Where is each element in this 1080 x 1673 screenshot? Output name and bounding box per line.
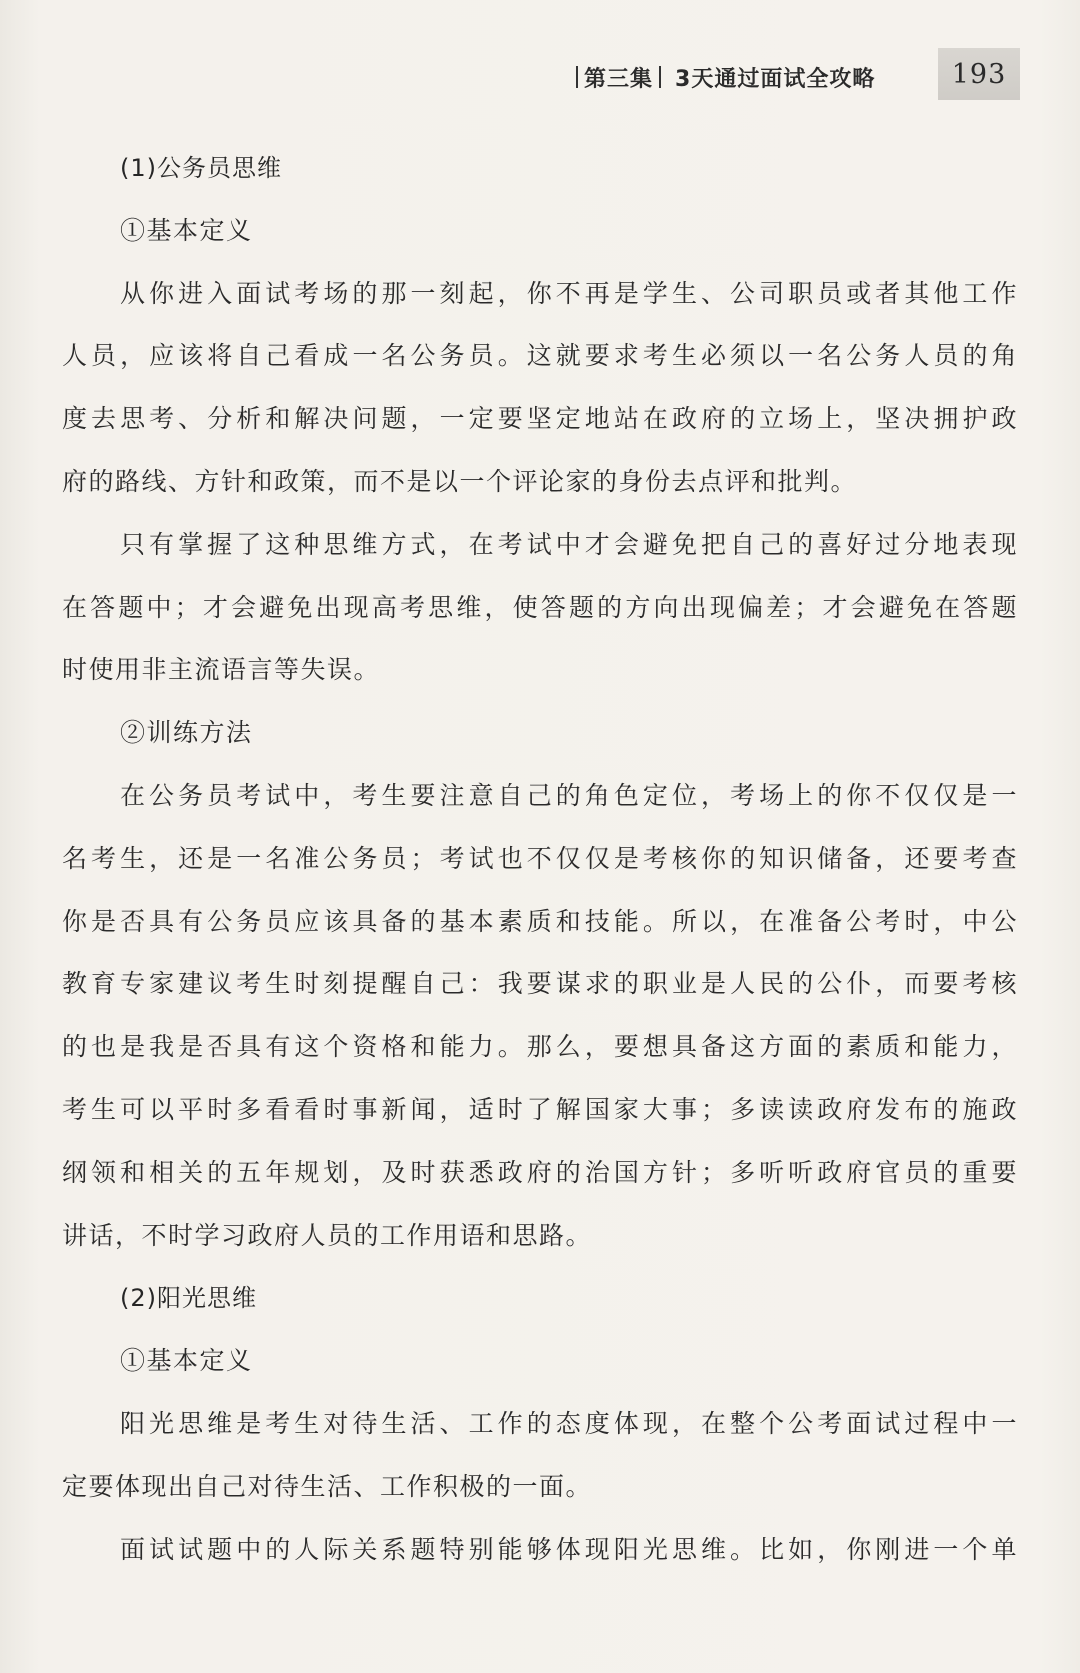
paragraph-line: 度去思考、分析和解决问题，一定要坚定地站在政府的立场上，坚决拥护政 bbox=[62, 404, 1018, 434]
subheading-basic-definition: ①基本定义 bbox=[120, 1346, 253, 1376]
paragraph-line: 阳光思维是考生对待生活、工作的态度体现，在整个公考面试过程中一 bbox=[120, 1408, 1018, 1438]
paragraph-line: 你是否具有公务员应该具备的基本素质和技能。所以，在准备公考时，中公 bbox=[62, 906, 1018, 936]
subheading-training-method: ②训练方法 bbox=[120, 718, 253, 748]
paragraph-line: 在答题中；才会避免出现高考思维，使答题的方向出现偏差；才会避免在答题 bbox=[62, 592, 1018, 622]
paragraph-2 bbox=[62, 514, 1018, 702]
section-heading-civil-servant-thinking: (1)公务员思维 bbox=[120, 154, 282, 182]
page-body bbox=[62, 137, 1018, 1581]
paragraph-line: 时使用非主流语言等失误。 bbox=[62, 655, 381, 685]
page-number: 193 bbox=[938, 48, 1020, 100]
paragraph-line: 纲领和相关的五年规划，及时获悉政府的治国方针；多听听政府官员的重要 bbox=[62, 1157, 1018, 1187]
paragraph-line: 教育专家建议考生时刻提醒自己：我要谋求的职业是人民的公仆，而要考核 bbox=[62, 969, 1018, 999]
paragraph-3 bbox=[62, 765, 1018, 1267]
paragraph-line: 面试试题中的人际关系题特别能够体现阳光思维。比如，你刚进一个单 bbox=[120, 1534, 1018, 1564]
header-chapter: 第三集 bbox=[584, 66, 654, 92]
paragraph-4 bbox=[62, 1393, 1018, 1519]
paragraph-line: 讲话，不时学习政府人员的工作用语和思路。 bbox=[62, 1220, 593, 1250]
paragraph-line: 从你进入面试考场的那一刻起，你不再是学生、公司职员或者其他工作 bbox=[120, 278, 1018, 308]
header-divider bbox=[659, 66, 661, 88]
paragraph-line: 在公务员考试中，考生要注意自己的角色定位，考场上的你不仅仅是一 bbox=[120, 780, 1018, 810]
paragraph-line: 定要体现出自己对待生活、工作积极的一面。 bbox=[62, 1471, 593, 1501]
running-header bbox=[570, 54, 875, 100]
paragraph-5 bbox=[62, 1519, 1018, 1582]
paragraph-line: 府的路线、方针和政策，而不是以一个评论家的身份去点评和批判。 bbox=[62, 466, 858, 496]
header-title: 3天通过面试全攻略 bbox=[675, 66, 876, 92]
paragraph-line: 只有掌握了这种思维方式，在考试中才会避免把自己的喜好过分地表现 bbox=[120, 529, 1018, 559]
paragraph-line: 考生可以平时多看看时事新闻，适时了解国家大事；多读读政府发布的施政 bbox=[62, 1094, 1018, 1124]
paragraph-line: 的也是我是否具有这个资格和能力。那么，要想具备这方面的素质和能力， bbox=[62, 1032, 1018, 1062]
subheading-basic-definition: ①基本定义 bbox=[120, 215, 253, 245]
paragraph-1 bbox=[62, 263, 1018, 514]
paragraph-line: 人员，应该将自己看成一名公务员。这就要求考生必须以一名公务人员的角 bbox=[62, 341, 1018, 371]
paragraph-line: 名考生，还是一名准公务员；考试也不仅仅是考核你的知识储备，还要考查 bbox=[62, 843, 1018, 873]
section-heading-sunshine-thinking: (2)阳光思维 bbox=[120, 1284, 257, 1313]
header-divider bbox=[576, 66, 578, 88]
